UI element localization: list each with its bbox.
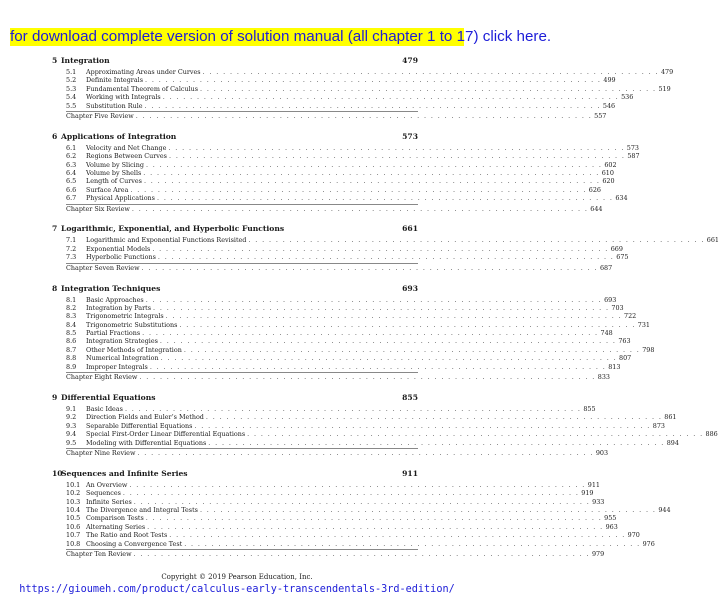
- toc-section-entry[interactable]: [52, 84, 671, 93]
- section-page-number: 911: [587, 480, 600, 489]
- dot-leader: . . . . . . . . . . . . . . . . . . . . . . . . . . . . . . . . . . . . . . . . . . . . . . . . . . . . . . . . . . . . . . . . . . .: [208, 438, 665, 447]
- toc-section-entry[interactable]: [52, 169, 614, 178]
- dot-leader: . . . . . . . . . . . . . . . . . . . . . . . . . . . . . . . . . . . . . . . . . . . . . . . . . . . . . . . . . . . . . . . . . . .: [147, 522, 604, 531]
- section-title: Other Methods of Integration: [86, 345, 182, 354]
- toc-section-entry[interactable]: [52, 413, 677, 422]
- section-page-number: 546: [602, 101, 616, 110]
- section-title: Hyperbolic Functions: [86, 253, 156, 262]
- toc-section-entry[interactable]: [52, 404, 596, 413]
- section-page-number: 963: [605, 522, 618, 531]
- toc-section-entry[interactable]: [52, 143, 639, 152]
- chapter-block: [52, 392, 718, 457]
- section-title: Regions Between Curves: [86, 152, 167, 161]
- section-title: Trigonometric Integrals: [86, 312, 164, 321]
- section-page-number: 763: [618, 337, 631, 346]
- toc-section-entry[interactable]: [52, 337, 631, 346]
- section-title: Separable Differential Equations: [86, 421, 193, 430]
- section-page-number: 748: [600, 329, 613, 338]
- dot-leader: . . . . . . . . . . . . . . . . . . . . . . . . . . . . . . . . . . . . . . . . . . . . . . . . . . . . . . . . . . . . . . . . . . .: [145, 295, 603, 304]
- section-number: 6.1: [66, 143, 77, 152]
- chapter-page-number: 693: [402, 283, 418, 293]
- section-title: Alternating Series: [86, 522, 146, 531]
- section-title: Exponential Models: [86, 244, 151, 253]
- chapter-title: Sequences and Infinite Series: [61, 468, 188, 478]
- section-page-number: 873: [652, 421, 665, 430]
- toc-section-entry[interactable]: [52, 101, 616, 110]
- section-page-number: 536: [621, 93, 634, 102]
- section-title: Improper Integrals: [86, 362, 148, 371]
- section-number: 8.4: [66, 320, 77, 329]
- section-number: 9.1: [66, 404, 77, 413]
- chapter-block: [52, 283, 655, 382]
- section-number: 8.1: [66, 295, 77, 304]
- dot-leader: . . . . . . . . . . . . . . . . . . . . . . . . . . . . . . . . . . . . . . . . . . . . . . . . . . . . . . . . . . . . . . . . . . .: [144, 76, 602, 85]
- toc-section-entry[interactable]: [52, 177, 615, 186]
- dot-leader: . . . . . . . . . . . . . . . . . . . . . . . . . . . . . . . . . . . . . . . . . . . . . . . . . . . . . . . . . . . . . . . . . . .: [129, 480, 586, 489]
- toc-section-entry[interactable]: [52, 312, 637, 321]
- dot-leader: . . . . . . . . . . . . . . . . . . . . . . . . . . . . . . . . . . . . . . . . . . . . . . . . . . . . . . . . . . . . . . . . . . .: [141, 263, 598, 272]
- section-page-number: 813: [608, 362, 621, 371]
- dot-leader: . . . . . . . . . . . . . . . . . . . . . . . . . . . . . . . . . . . . . . . . . . . . . . . . . . . . . . . . . . . . . . . . . . .: [152, 244, 609, 253]
- chapter-review-entry[interactable]: [52, 373, 610, 382]
- footer-url-link[interactable]: https://gioumeh.com/product/calculus-early-transcendentals-3rd-edition/: [19, 584, 455, 595]
- section-title: Choosing a Convergence Test: [86, 539, 183, 548]
- dot-leader: . . . . . . . . . . . . . . . . . . . . . . . . . . . . . . . . . . . . . . . . . . . . . . . . . . . . . . . . . . . . . . . . . . .: [162, 93, 620, 102]
- section-number: 8.5: [66, 329, 77, 338]
- chapter-block: [52, 56, 674, 120]
- section-title: The Divergence and Integral Tests: [86, 505, 198, 514]
- section-number: 8.7: [66, 345, 77, 354]
- chapter-number: 6: [52, 131, 58, 141]
- section-page-number: 519: [658, 84, 671, 93]
- section-number: 5.5: [66, 101, 77, 110]
- chapter-title: Integration: [61, 56, 110, 65]
- dot-leader: . . . . . . . . . . . . . . . . . . . . . . . . . . . . . . . . . . . . . . . . . . . . . . . . . . . . . . . . . . . . . . . . . . .: [247, 430, 704, 439]
- dot-leader: . . . . . . . . . . . . . . . . . . . . . . . . . . . . . . . . . . . . . . . . . . . . . . . . . . . . . . . . . . . . . . . . . . .: [135, 111, 593, 120]
- section-page-number: 626: [588, 185, 601, 194]
- review-page-number: 687: [599, 263, 613, 272]
- section-title: Length of Curves: [86, 177, 142, 186]
- section-number: 10.1: [66, 480, 81, 489]
- dot-leader: . . . . . . . . . . . . . . . . . . . . . . . . . . . . . . . . . . . . . . . . . . . . . . . . . . . . . . . . . . . . . . . . . . .: [143, 169, 600, 178]
- dot-leader: . . . . . . . . . . . . . . . . . . . . . . . . . . . . . . . . . . . . . . . . . . . . . . . . . . . . . . . . . . . . . . . . . . .: [248, 236, 705, 245]
- section-title: Integration Strategies: [86, 337, 158, 346]
- chapter-number: 10: [52, 468, 63, 478]
- section-title: Volume by Shells: [86, 169, 142, 178]
- dot-leader: . . . . . . . . . . . . . . . . . . . . . . . . . . . . . . . . . . . . . . . . . . . . . . . . . . . . . . . . . . . . . . . . . . .: [205, 413, 663, 422]
- section-page-number: 919: [581, 489, 594, 498]
- chapter-block: [52, 224, 719, 272]
- section-number: 10.6: [66, 522, 81, 531]
- section-title: Working with Integrals: [86, 93, 161, 102]
- toc-section-entry[interactable]: [52, 522, 618, 531]
- review-page-number: 979: [591, 549, 605, 558]
- dot-leader: . . . . . . . . . . . . . . . . . . . . . . . . . . . . . . . . . . . . . . . . . . . . . . . . . . . . . . . . . . . . . . . . . . .: [143, 177, 601, 186]
- chapter-number: 5: [52, 56, 58, 65]
- toc-section-entry[interactable]: [52, 160, 617, 169]
- chapter-number: 9: [52, 392, 58, 402]
- chapter-review-entry[interactable]: [52, 448, 609, 457]
- section-page-number: 886: [705, 430, 718, 439]
- dot-leader: . . . . . . . . . . . . . . . . . . . . . . . . . . . . . . . . . . . . . . . . . . . . . . . . . . . . . . . . . . . . . . . . . . .: [133, 549, 590, 558]
- section-title: Numerical Integration: [86, 354, 159, 363]
- section-number: 8.2: [66, 303, 77, 312]
- dot-leader: . . . . . . . . . . . . . . . . . . . . . . . . . . . . . . . . . . . . . . . . . . . . . . . . . . . . . . . . . . . . . . . . . . .: [165, 312, 623, 321]
- chapter-title: Logarithmic, Exponential, and Hyperbolic Functions: [61, 224, 285, 234]
- section-page-number: 669: [610, 244, 623, 253]
- section-page-number: 798: [642, 345, 655, 354]
- chapter-page-number: 479: [402, 56, 418, 65]
- section-number: 10.5: [66, 514, 81, 523]
- section-title: Trigonometric Substitutions: [86, 320, 178, 329]
- section-page-number: 861: [664, 413, 677, 422]
- dot-leader: . . . . . . . . . . . . . . . . . . . . . . . . . . . . . . . . . . . . . . . . . . . . . . . . . . . . . . . . . . . . . . . . . . .: [157, 253, 615, 262]
- chapter-heading[interactable]: [52, 132, 418, 142]
- dot-leader: . . . . . . . . . . . . . . . . . . . . . . . . . . . . . . . . . . . . . . . . . . . . . . . . . . . . . . . . . . . . . . . . . . .: [144, 101, 601, 110]
- dot-leader: . . . . . . . . . . . . . . . . . . . . . . . . . . . . . . . . . . . . . . . . . . . . . . . . . . . . . . . . . . . . . . . . . . .: [183, 345, 641, 354]
- chapter-review-entry[interactable]: [52, 263, 613, 272]
- section-number: 6.4: [66, 169, 77, 178]
- section-page-number: 703: [611, 303, 624, 312]
- dot-leader: . . . . . . . . . . . . . . . . . . . . . . . . . . . . . . . . . . . . . . . . . . . . . . . . . . . . . . . . . . . . . . . . . . .: [133, 497, 591, 506]
- section-page-number: 894: [666, 438, 679, 447]
- section-title: Velocity and Net Change: [86, 143, 167, 152]
- section-number: 9.5: [66, 438, 77, 447]
- chapter-page-number: 911: [402, 468, 418, 478]
- review-title: Chapter Five Review: [66, 111, 134, 120]
- section-title: Sequences: [86, 489, 121, 498]
- section-number: 10.4: [66, 505, 81, 514]
- review-title: Chapter Six Review: [66, 204, 130, 213]
- section-number: 10.7: [66, 531, 81, 540]
- chapter-page-number: 661: [402, 224, 418, 234]
- chapter-review-entry[interactable]: [52, 111, 607, 120]
- section-title: Comparison Tests: [86, 514, 144, 523]
- chapter-title: Applications of Integration: [61, 131, 177, 141]
- table-of-contents: [52, 56, 719, 570]
- chapter-page-number: 573: [402, 131, 418, 141]
- section-number: 9.2: [66, 413, 77, 422]
- section-title: Basic Approaches: [86, 295, 144, 304]
- section-title: Volume by Slicing: [86, 160, 144, 169]
- chapter-number: 7: [52, 224, 58, 234]
- toc-section-entry[interactable]: [52, 244, 623, 253]
- section-page-number: 675: [616, 253, 629, 262]
- section-number: 5.1: [66, 68, 77, 76]
- dot-leader: . . . . . . . . . . . . . . . . . . . . . . . . . . . . . . . . . . . . . . . . . . . . . . . . . . . . . . . . . . . . . . . . . . .: [156, 194, 614, 203]
- section-title: Direction Fields and Euler’s Method: [86, 413, 204, 422]
- toc-section-entry[interactable]: [52, 362, 621, 371]
- review-page-number: 833: [597, 373, 610, 382]
- dot-leader: . . . . . . . . . . . . . . . . . . . . . . . . . . . . . . . . . . . . . . . . . . . . . . . . . . . . . . . . . . . . . . . . . . .: [149, 362, 607, 371]
- dot-leader: . . . . . . . . . . . . . . . . . . . . . . . . . . . . . . . . . . . . . . . . . . . . . . . . . . . . . . . . . . . . . . . . . . .: [145, 160, 603, 169]
- dot-leader: . . . . . . . . . . . . . . . . . . . . . . . . . . . . . . . . . . . . . . . . . . . . . . . . . . . . . . . . . . . . . . . . . . .: [153, 303, 610, 312]
- section-page-number: 573: [626, 143, 639, 152]
- section-number: 8.6: [66, 337, 77, 346]
- toc-section-entry[interactable]: [52, 295, 617, 304]
- section-number: 10.2: [66, 489, 81, 498]
- section-number: 10.3: [66, 497, 81, 506]
- section-page-number: 587: [627, 152, 640, 161]
- review-title: Chapter Seven Review: [66, 263, 140, 272]
- section-title: Special First-Order Linear Differential Equations: [86, 430, 246, 439]
- toc-section-entry[interactable]: [52, 421, 665, 430]
- toc-section-entry[interactable]: [52, 303, 624, 312]
- section-number: 5.4: [66, 93, 77, 102]
- dot-leader: . . . . . . . . . . . . . . . . . . . . . . . . . . . . . . . . . . . . . . . . . . . . . . . . . . . . . . . . . . . . . . . . . . .: [142, 329, 599, 338]
- dot-leader: . . . . . . . . . . . . . . . . . . . . . . . . . . . . . . . . . . . . . . . . . . . . . . . . . . . . . . . . . . . . . . . . . . .: [202, 68, 659, 76]
- toc-section-entry[interactable]: [52, 345, 655, 354]
- toc-section-entry[interactable]: [52, 354, 632, 363]
- toc-section-entry[interactable]: [52, 539, 655, 548]
- chapter-heading[interactable]: [52, 284, 418, 294]
- toc-section-entry[interactable]: [52, 438, 679, 447]
- dot-leader: . . . . . . . . . . . . . . . . . . . . . . . . . . . . . . . . . . . . . . . . . . . . . . . . . . . . . . . . . . . . . . . . . . .: [124, 404, 582, 413]
- section-page-number: 944: [658, 505, 671, 514]
- section-page-number: 722: [624, 312, 637, 321]
- dot-leader: . . . . . . . . . . . . . . . . . . . . . . . . . . . . . . . . . . . . . . . . . . . . . . . . . . . . . . . . . . . . . . . . . . .: [168, 143, 625, 152]
- section-page-number: 499: [603, 76, 616, 85]
- section-title: Definite Integrals: [86, 76, 143, 85]
- review-page-number: 557: [594, 111, 607, 120]
- toc-section-entry[interactable]: [52, 329, 613, 338]
- review-page-number: 644: [590, 204, 603, 213]
- toc-section-entry[interactable]: [52, 320, 650, 329]
- section-number: 8.3: [66, 312, 77, 321]
- chapter-title: Integration Techniques: [61, 283, 161, 293]
- section-title: Basic Ideas: [86, 404, 123, 413]
- toc-section-entry[interactable]: [52, 480, 600, 489]
- section-title: Substitution Rule: [86, 101, 143, 110]
- review-title: Chapter Nine Review: [66, 448, 136, 457]
- chapter-heading[interactable]: [52, 469, 418, 479]
- toc-section-entry[interactable]: [52, 531, 640, 540]
- section-page-number: 976: [642, 539, 655, 548]
- section-title: Fundamental Theorem of Calculus: [86, 84, 199, 93]
- dot-leader: . . . . . . . . . . . . . . . . . . . . . . . . . . . . . . . . . . . . . . . . . . . . . . . . . . . . . . . . . . . . . . . . . . .: [169, 531, 626, 540]
- dot-leader: . . . . . . . . . . . . . . . . . . . . . . . . . . . . . . . . . . . . . . . . . . . . . . . . . . . . . . . . . . . . . . . . . . .: [131, 204, 589, 213]
- toc-section-entry[interactable]: [52, 194, 628, 203]
- toc-section-entry[interactable]: [52, 236, 719, 245]
- dot-leader: . . . . . . . . . . . . . . . . . . . . . . . . . . . . . . . . . . . . . . . . . . . . . . . . . . . . . . . . . . . . . . . . . . .: [137, 448, 594, 457]
- section-page-number: 634: [615, 194, 628, 203]
- toc-section-entry[interactable]: [52, 76, 616, 85]
- section-title: An Overview: [86, 480, 128, 489]
- section-title: Infinite Series: [86, 497, 132, 506]
- section-number: 6.6: [66, 185, 77, 194]
- dot-leader: . . . . . . . . . . . . . . . . . . . . . . . . . . . . . . . . . . . . . . . . . . . . . . . . . . . . . . . . . . . . . . . . . . .: [194, 421, 651, 430]
- review-title: Chapter Eight Review: [66, 373, 138, 382]
- section-page-number: 970: [627, 531, 640, 540]
- section-number: 6.7: [66, 194, 77, 203]
- toc-section-entry[interactable]: [52, 505, 671, 514]
- chapter-heading[interactable]: [52, 393, 418, 403]
- download-banner-link[interactable]: for download complete version of solution manual (all chapter 1 to 17) click here.: [10, 28, 552, 45]
- section-page-number: 955: [604, 514, 617, 523]
- dot-leader: . . . . . . . . . . . . . . . . . . . . . . . . . . . . . . . . . . . . . . . . . . . . . . . . . . . . . . . . . . . . . . . . . . .: [139, 373, 596, 382]
- section-page-number: 620: [602, 177, 615, 186]
- toc-section-entry[interactable]: [52, 93, 634, 102]
- section-number: 5.2: [66, 76, 77, 85]
- section-number: 6.5: [66, 177, 77, 186]
- section-number: 7.2: [66, 244, 77, 253]
- toc-section-entry[interactable]: [52, 497, 605, 506]
- section-number: 8.9: [66, 362, 77, 371]
- section-number: 9.4: [66, 430, 77, 439]
- section-page-number: 602: [604, 160, 617, 169]
- section-page-number: 807: [619, 354, 632, 363]
- section-title: Surface Area: [86, 185, 129, 194]
- toc-section-entry[interactable]: [52, 489, 594, 498]
- section-number: 7.3: [66, 253, 77, 262]
- dot-leader: . . . . . . . . . . . . . . . . . . . . . . . . . . . . . . . . . . . . . . . . . . . . . . . . . . . . . . . . . . . . . . . . . . .: [200, 84, 657, 93]
- section-number: 5.3: [66, 84, 77, 93]
- section-page-number: 693: [604, 295, 617, 304]
- section-page-number: 661: [706, 236, 719, 245]
- section-title: Logarithmic and Exponential Functions Revisited: [86, 236, 247, 245]
- dot-leader: . . . . . . . . . . . . . . . . . . . . . . . . . . . . . . . . . . . . . . . . . . . . . . . . . . . . . . . . . . . . . . . . . . .: [159, 337, 617, 346]
- dot-leader: . . . . . . . . . . . . . . . . . . . . . . . . . . . . . . . . . . . . . . . . . . . . . . . . . . . . . . . . . . . . . . . . . . .: [160, 354, 618, 363]
- toc-section-entry[interactable]: [52, 185, 601, 194]
- toc-section-entry[interactable]: [52, 430, 718, 439]
- chapter-review-entry[interactable]: [52, 549, 605, 558]
- chapter-title: Differential Equations: [61, 392, 156, 402]
- chapter-heading[interactable]: [52, 56, 418, 66]
- section-title: The Ratio and Root Tests: [86, 531, 168, 540]
- chapter-block: [52, 131, 640, 213]
- chapter-heading[interactable]: [52, 224, 418, 234]
- dot-leader: . . . . . . . . . . . . . . . . . . . . . . . . . . . . . . . . . . . . . . . . . . . . . . . . . . . . . . . . . . . . . . . . . . .: [179, 320, 636, 329]
- section-number: 6.2: [66, 152, 77, 161]
- review-page-number: 903: [595, 448, 609, 457]
- section-page-number: 855: [583, 404, 596, 413]
- toc-section-entry[interactable]: [52, 68, 674, 76]
- dot-leader: . . . . . . . . . . . . . . . . . . . . . . . . . . . . . . . . . . . . . . . . . . . . . . . . . . . . . . . . . . . . . . . . . . .: [122, 489, 580, 498]
- review-title: Chapter Ten Review: [66, 549, 132, 558]
- section-number: 7.1: [66, 236, 77, 245]
- copyright-notice: Copyright © 2019 Pearson Education, Inc.: [161, 573, 313, 581]
- chapter-number: 8: [52, 283, 58, 293]
- dot-leader: . . . . . . . . . . . . . . . . . . . . . . . . . . . . . . . . . . . . . . . . . . . . . . . . . . . . . . . . . . . . . . . . . . .: [145, 514, 603, 523]
- section-page-number: 479: [660, 68, 674, 76]
- section-number: 10.8: [66, 539, 81, 548]
- chapter-page-number: 855: [402, 392, 418, 402]
- toc-section-entry[interactable]: [52, 514, 617, 523]
- section-page-number: 610: [601, 169, 614, 178]
- chapter-review-entry[interactable]: [52, 204, 603, 213]
- dot-leader: . . . . . . . . . . . . . . . . . . . . . . . . . . . . . . . . . . . . . . . . . . . . . . . . . . . . . . . . . . . . . . . . . . .: [130, 185, 587, 194]
- chapter-block: [52, 468, 671, 559]
- toc-section-entry[interactable]: [52, 152, 640, 161]
- section-title: Partial Fractions: [86, 329, 141, 338]
- section-number: 6.3: [66, 160, 77, 169]
- section-number: 8.8: [66, 354, 77, 363]
- toc-section-entry[interactable]: [52, 253, 629, 262]
- dot-leader: . . . . . . . . . . . . . . . . . . . . . . . . . . . . . . . . . . . . . . . . . . . . . . . . . . . . . . . . . . . . . . . . . . .: [199, 505, 657, 514]
- section-title: Modeling with Differential Equations: [86, 438, 207, 447]
- section-title: Integration by Parts: [86, 303, 152, 312]
- section-number: 9.3: [66, 421, 77, 430]
- section-page-number: 731: [637, 320, 650, 329]
- dot-leader: . . . . . . . . . . . . . . . . . . . . . . . . . . . . . . . . . . . . . . . . . . . . . . . . . . . . . . . . . . . . . . . . . . .: [184, 539, 641, 548]
- section-page-number: 933: [592, 497, 605, 506]
- section-title: Physical Applications: [86, 194, 155, 203]
- section-title: Approximating Areas under Curves: [86, 68, 201, 76]
- dot-leader: . . . . . . . . . . . . . . . . . . . . . . . . . . . . . . . . . . . . . . . . . . . . . . . . . . . . . . . . . . . . . . . . . . .: [168, 152, 626, 161]
